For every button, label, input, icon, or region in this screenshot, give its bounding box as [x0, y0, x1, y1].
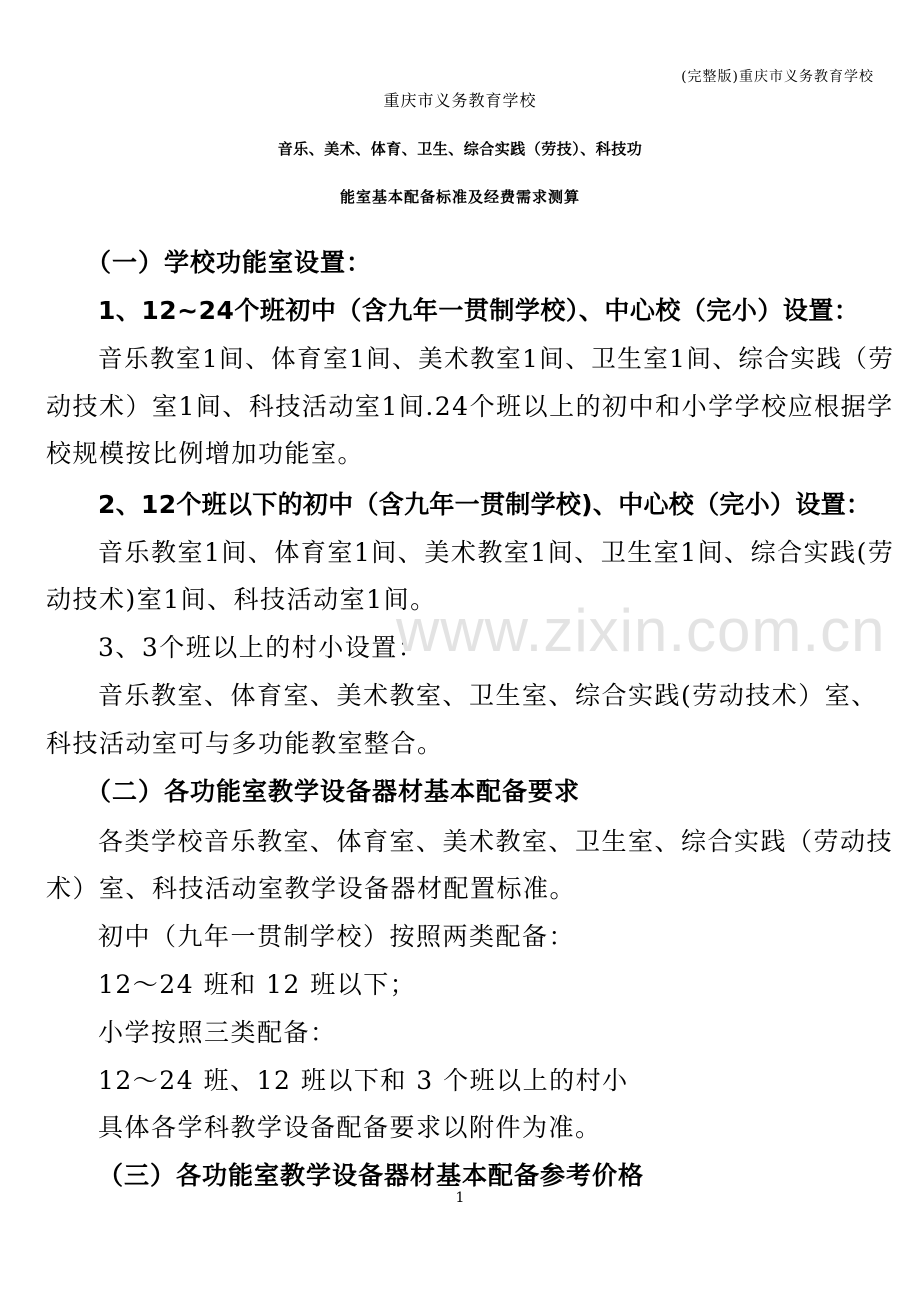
- section-2-heading: （二）各功能室教学设备器材基本配备要求: [86, 777, 581, 806]
- section-2-line-6: 12～24 班、12 班以下和 3 个班以上的村小: [98, 1066, 629, 1095]
- running-header: (完整版)重庆市义务教育学校: [681, 69, 874, 85]
- item-2-heading: 2、12个班以下的初中（含九年一贯制学校)、中心校（完小）设置：: [98, 490, 872, 519]
- title-line-1: 重庆市义务教育学校: [383, 91, 537, 110]
- watermark: www.zixin.com.cn: [396, 597, 886, 664]
- item-3-line-2: 科技活动室可与多功能教室整合。: [46, 729, 444, 758]
- page-number: 1: [455, 1190, 465, 1206]
- item-3-line-1: 音乐教室、体育室、美术教室、卫生室、综合实践(劳动技术）室、: [98, 681, 878, 710]
- section-2-line-2: 术）室、科技活动室教学设备器材配置标准。: [46, 874, 577, 903]
- section-2-line-1: 各类学校音乐教室、体育室、美术教室、卫生室、综合实践（劳动技: [98, 827, 894, 856]
- title-line-3: 能室基本配备标准及经费需求测算: [339, 188, 580, 206]
- item-1-line-2: 动技术）室1间、科技活动室1间.24个班以上的初中和小学学校应根据学: [46, 392, 894, 421]
- section-1-heading: （一）学校功能室设置：: [86, 248, 373, 277]
- item-2-line-2: 动技术)室1间、科技活动室1间。: [46, 585, 437, 614]
- section-2-line-4: 12～24 班和 12 班以下；: [98, 970, 417, 999]
- section-3-heading: （三）各功能室教学设备器材基本配备参考价格: [98, 1161, 645, 1190]
- item-1-line-3: 校规模按比例增加功能室。: [46, 439, 365, 468]
- item-1-line-1: 音乐教室1间、体育室1间、美术教室1间、卫生室1间、综合实践（劳: [98, 344, 895, 373]
- section-2-line-5: 小学按照三类配备：: [98, 1018, 337, 1047]
- item-3-heading: 3、3个班以上的村小设置：: [98, 633, 425, 662]
- item-1-heading: 1、12~24个班初中（含九年一贯制学校）、中心校（完小）设置：: [98, 296, 860, 325]
- title-line-2: 音乐、美术、体育、卫生、综合实践（劳技）、科技功: [277, 140, 643, 158]
- section-2-line-3: 初中（九年一贯制学校）按照两类配备：: [98, 922, 576, 951]
- section-2-line-7: 具体各学科教学设备配备要求以附件为准。: [98, 1113, 602, 1142]
- item-2-line-1: 音乐教室1间、体育室1间、美术教室1间、卫生室1间、综合实践(劳: [98, 538, 895, 567]
